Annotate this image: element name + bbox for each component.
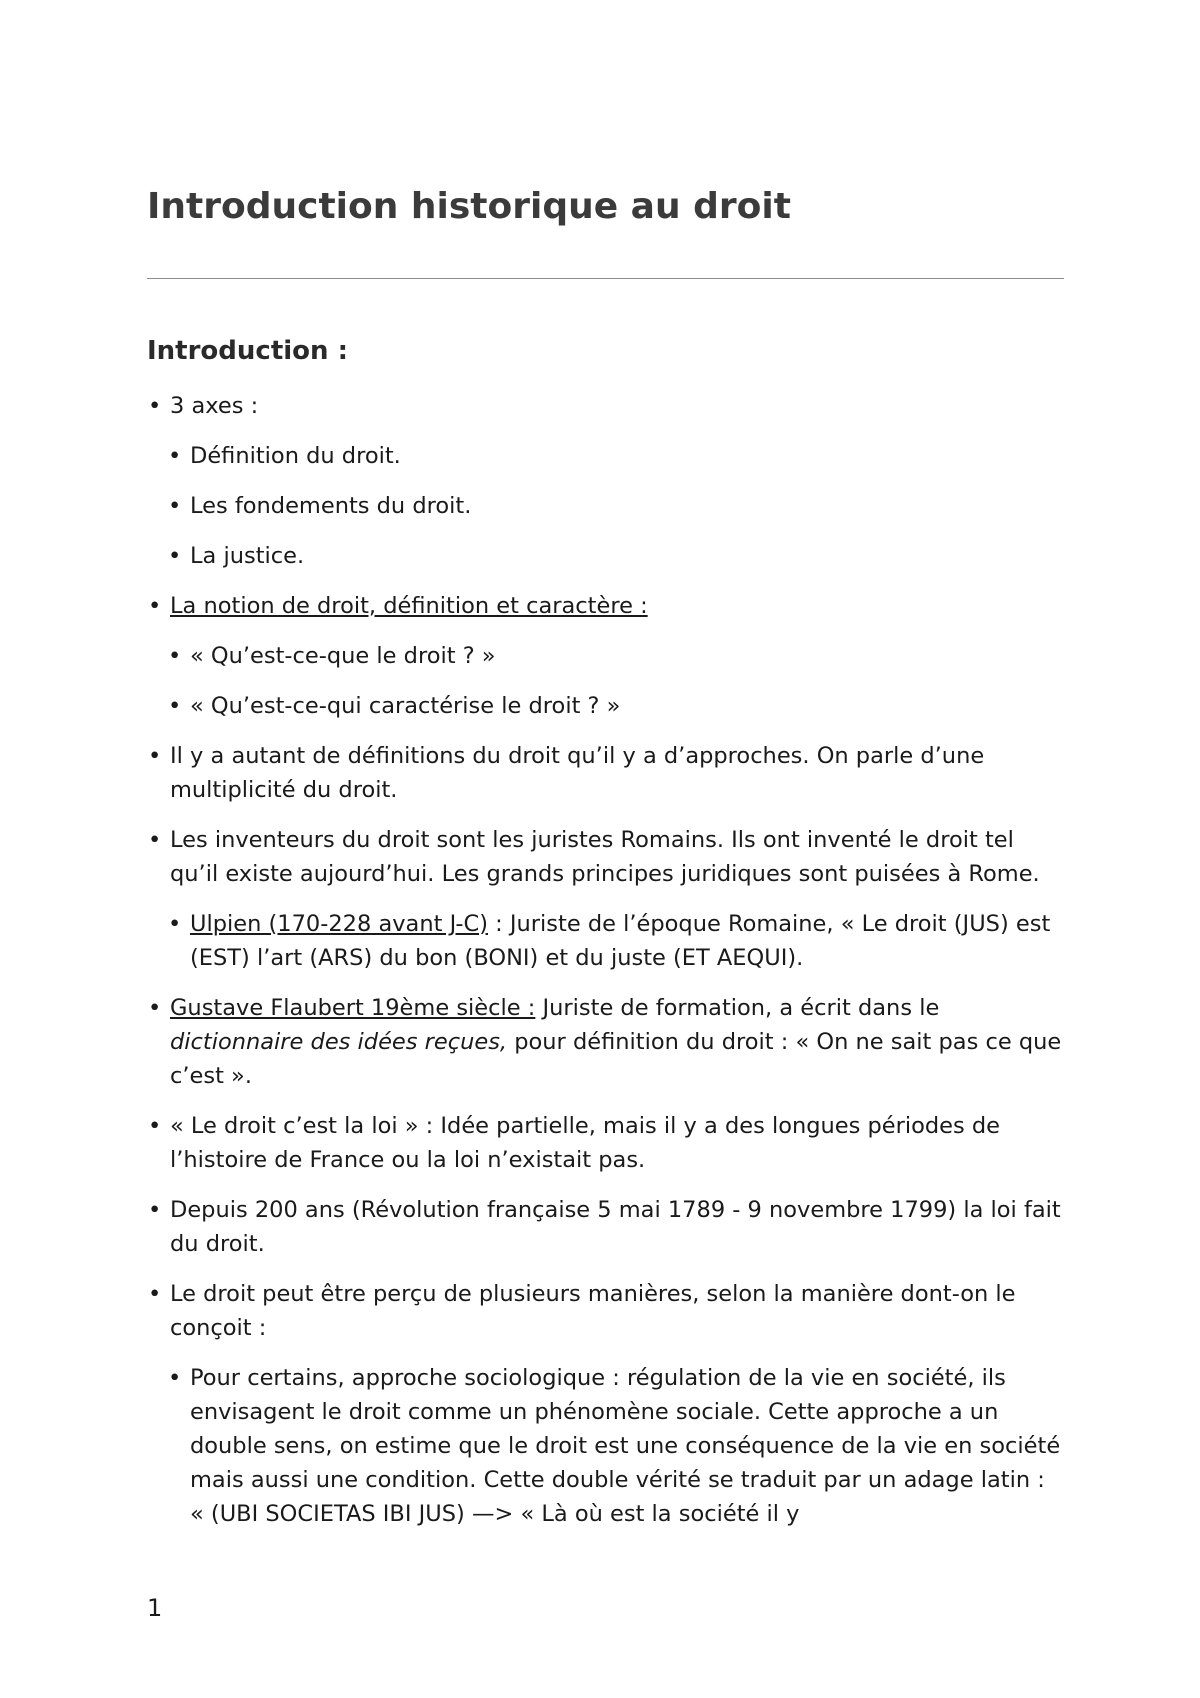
list-item [147, 389, 1064, 423]
list-item-text: Juriste de formation, a écrit dans le [535, 995, 940, 1021]
bullet-icon: • [168, 1365, 182, 1391]
list-item-text: Le droit peut être perçu de plusieurs manières, selon la manière dont-on le conçoit : [170, 1281, 1016, 1341]
list-item [147, 991, 1064, 1093]
list-item [147, 1193, 1064, 1261]
underlined-term: Gustave Flaubert 19ème siècle : [170, 995, 536, 1021]
underlined-term: Ulpien (170-228 avant J-C) [190, 911, 489, 937]
bullet-icon: • [148, 995, 162, 1021]
italic-title: dictionnaire des idées reçues, [170, 1029, 508, 1055]
list-item-text: « Qu’est-ce-que le droit ? » [190, 643, 496, 669]
bullet-icon: • [168, 493, 182, 519]
section-heading: Introduction : [147, 336, 348, 366]
list-item [147, 1109, 1064, 1177]
list-item [147, 589, 1064, 623]
bullet-icon: • [148, 393, 162, 419]
bullet-icon: • [148, 1113, 162, 1139]
bullet-icon: • [148, 743, 162, 769]
list-item [147, 823, 1064, 891]
list-item-text: Depuis 200 ans (Révolution française 5 mai 1789 - 9 novembre 1799) la loi fait du droit. [170, 1197, 1061, 1257]
list-item-text: Les fondements du droit. [190, 493, 472, 519]
document-title: Introduction historique au droit [147, 186, 791, 227]
list-item-text: Il y a autant de définitions du droit qu’il y a d’approches. On parle d’une multiplicité du droit. [170, 743, 985, 803]
list-item-text: « Le droit c’est la loi » : Idée partielle, mais il y a des longues périodes de l’histoire de France ou la loi n’existait pas. [170, 1113, 1000, 1173]
bullet-icon: • [148, 827, 162, 853]
bullet-icon: • [148, 593, 162, 619]
page-number: 1 [147, 1594, 163, 1622]
list-item [167, 439, 1064, 473]
list-item [167, 489, 1064, 523]
list-item-text: « Qu’est-ce-qui caractérise le droit ? » [190, 693, 621, 719]
bullet-icon: • [168, 693, 182, 719]
list-item-text: Pour certains, approche sociologique : régulation de la vie en société, ils envisagent le droit comme un phénomène sociale. Cette approche a un double sens, on estime que le droit est une conséquence de la vie en société mais aussi une condition. Cette double vérité se traduit par un adage latin : « (UBI SOCIETAS IBI JUS) —> « Là où est la société il y [190, 1365, 1061, 1527]
list-item [147, 739, 1064, 807]
list-item [167, 907, 1064, 975]
list-item-text: 3 axes : [170, 393, 259, 419]
list-item [167, 539, 1064, 573]
list-item-text: : Juriste de l’époque Romaine, « Le droit (JUS) est (EST) l’art (ARS) du bon (BONI) et du juste (ET AEQUI). [190, 911, 1051, 971]
bullet-icon: • [168, 643, 182, 669]
list-item-text: La justice. [190, 543, 305, 569]
bullet-list [147, 389, 1064, 1547]
list-item-text: Les inventeurs du droit sont les juristes Romains. Ils ont inventé le droit tel qu’il existe aujourd’hui. Les grands principes juridiques sont puisées à Rome. [170, 827, 1040, 887]
bullet-icon: • [168, 443, 182, 469]
underlined-term: La notion de droit, définition et caractère : [170, 593, 648, 619]
list-item [167, 639, 1064, 673]
list-item-text: Définition du droit. [190, 443, 401, 469]
list-item [167, 1361, 1064, 1531]
bullet-icon: • [168, 911, 182, 937]
bullet-icon: • [148, 1281, 162, 1307]
bullet-icon: • [148, 1197, 162, 1223]
list-item-text: pour définition du droit : « On ne sait pas ce que c’est ». [170, 1029, 1062, 1089]
list-item [167, 689, 1064, 723]
list-item [147, 1277, 1064, 1345]
bullet-icon: • [168, 543, 182, 569]
title-divider [147, 278, 1064, 279]
